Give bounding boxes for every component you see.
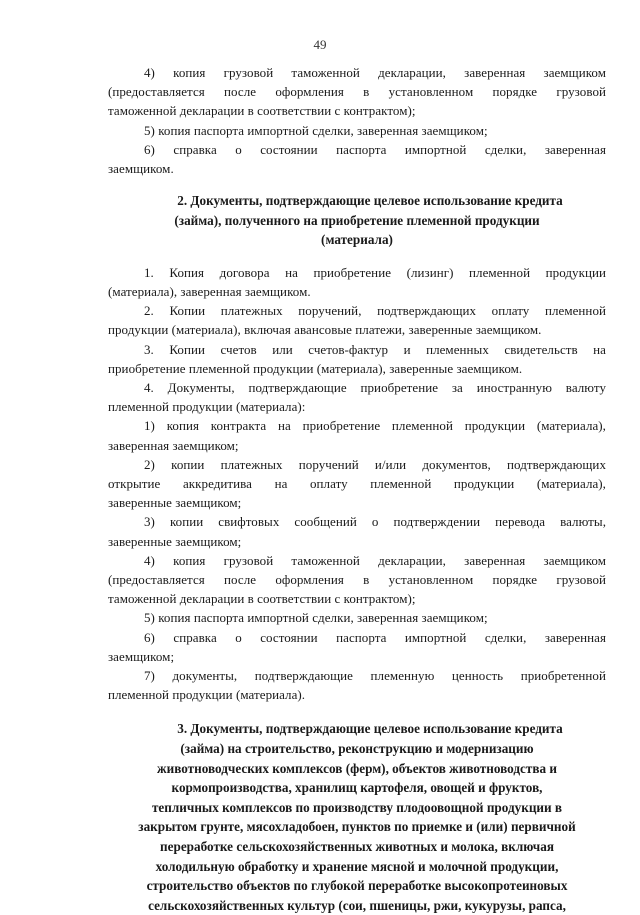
heading-line: холодильную обработку и хранение мясной и молочной продукции, — [155, 858, 559, 874]
page-number: 49 — [313, 37, 327, 52]
text-line: заемщиком; — [108, 648, 175, 664]
text-line: (предоставляется после оформления в установленном порядке грузовой — [108, 571, 606, 587]
text-line: приобретение племенной продукции (материала), заверенные заемщиком. — [108, 360, 523, 376]
text-line: 7) документы, подтверждающие племенную ценность приобретенной — [144, 667, 606, 683]
text-line: 3. Копии счетов или счетов-фактур и племенных свидетельств на — [144, 341, 606, 357]
heading-line: тепличных комплексов по производству плодоовощной продукции в — [151, 799, 563, 815]
section-3-heading — [108, 719, 606, 915]
text-line: 6) справка о состоянии паспорта импортной сделки, заверенная — [144, 141, 606, 157]
text-line: 4. Документы, подтверждающие приобретение за иностранную валюту — [144, 379, 606, 395]
text-line: племенной продукции (материала): — [108, 399, 306, 415]
text-line: 2) копии платежных поручений и/или документов, подтверждающих — [144, 456, 606, 472]
heading-line: кормопроизводства, хранилищ картофеля, овощей и фруктов, — [171, 780, 543, 796]
text-line: заверенные заемщиком; — [108, 495, 242, 511]
text-line: заверенные заемщиком; — [108, 533, 242, 549]
heading-line: животноводческих комплексов (ферм), объектов животноводства и — [157, 760, 557, 776]
page-content — [108, 63, 606, 915]
section-2-heading — [108, 191, 606, 250]
section-2-body — [108, 263, 606, 705]
heading-line: строительство объектов по глубокой переработке высокопротеиновых — [146, 878, 568, 894]
heading-line: (материала) — [321, 232, 393, 248]
text-line: 4) копия грузовой таможенной декларации, заверенная заемщиком — [144, 65, 606, 80]
text-line: заемщиком. — [108, 161, 174, 177]
text-line: 6) справка о состоянии паспорта импортной сделки, заверенная — [144, 629, 606, 645]
text-line: 3) копии свифтовых сообщений о подтверждении перевода валюты, — [144, 514, 606, 530]
text-line: 2. Копии платежных поручений, подтверждающих оплату племенной — [144, 303, 606, 319]
heading-line: 3. Документы, подтверждающие целевое использование кредита — [177, 721, 563, 737]
heading-line: 2. Документы, подтверждающие целевое использование кредита — [177, 193, 563, 209]
import-documents-continuation — [108, 63, 606, 178]
text-line: 4) копия грузовой таможенной декларации, заверенная заемщиком — [144, 552, 606, 568]
text-line: открытие аккредитива на оплату племенной продукции (материала), — [108, 475, 606, 491]
text-line: 5) копия паспорта импортной сделки, заверенная заемщиком; — [144, 610, 488, 626]
heading-line: (займа), полученного на приобретение племенной продукции — [174, 212, 540, 228]
text-line: (предоставляется после оформления в установленном порядке грузовой — [108, 84, 606, 100]
heading-line: сельскохозяйственных культур (сои, пшеницы, ржи, кукурузы, рапса, — [148, 897, 566, 913]
heading-line: переработке сельскохозяйственных животных и молока, включая — [160, 838, 554, 854]
heading-line: закрытом грунте, мясохладобоен, пунктов по приемке и (или) первичной — [138, 819, 576, 835]
text-line: 5) копия паспорта импортной сделки, заверенная заемщиком; — [144, 122, 488, 138]
text-line: 1. Копия договора на приобретение (лизинг) племенной продукции — [144, 264, 606, 280]
text-line: (материала), заверенная заемщиком. — [108, 283, 311, 299]
heading-line: (займа) на строительство, реконструкцию и модернизацию — [180, 740, 534, 756]
text-line: заверенная заемщиком; — [108, 437, 239, 453]
text-line: племенной продукции (материала). — [108, 687, 306, 703]
text-line: продукции (материала), включая авансовые платежи, заверенные заемщиком. — [108, 322, 542, 338]
text-line: таможенной декларации в соответствии с контрактом); — [108, 103, 416, 119]
text-line: 1) копия контракта на приобретение племенной продукции (материала), — [144, 418, 606, 434]
text-line: таможенной декларации в соответствии с контрактом); — [108, 591, 416, 607]
